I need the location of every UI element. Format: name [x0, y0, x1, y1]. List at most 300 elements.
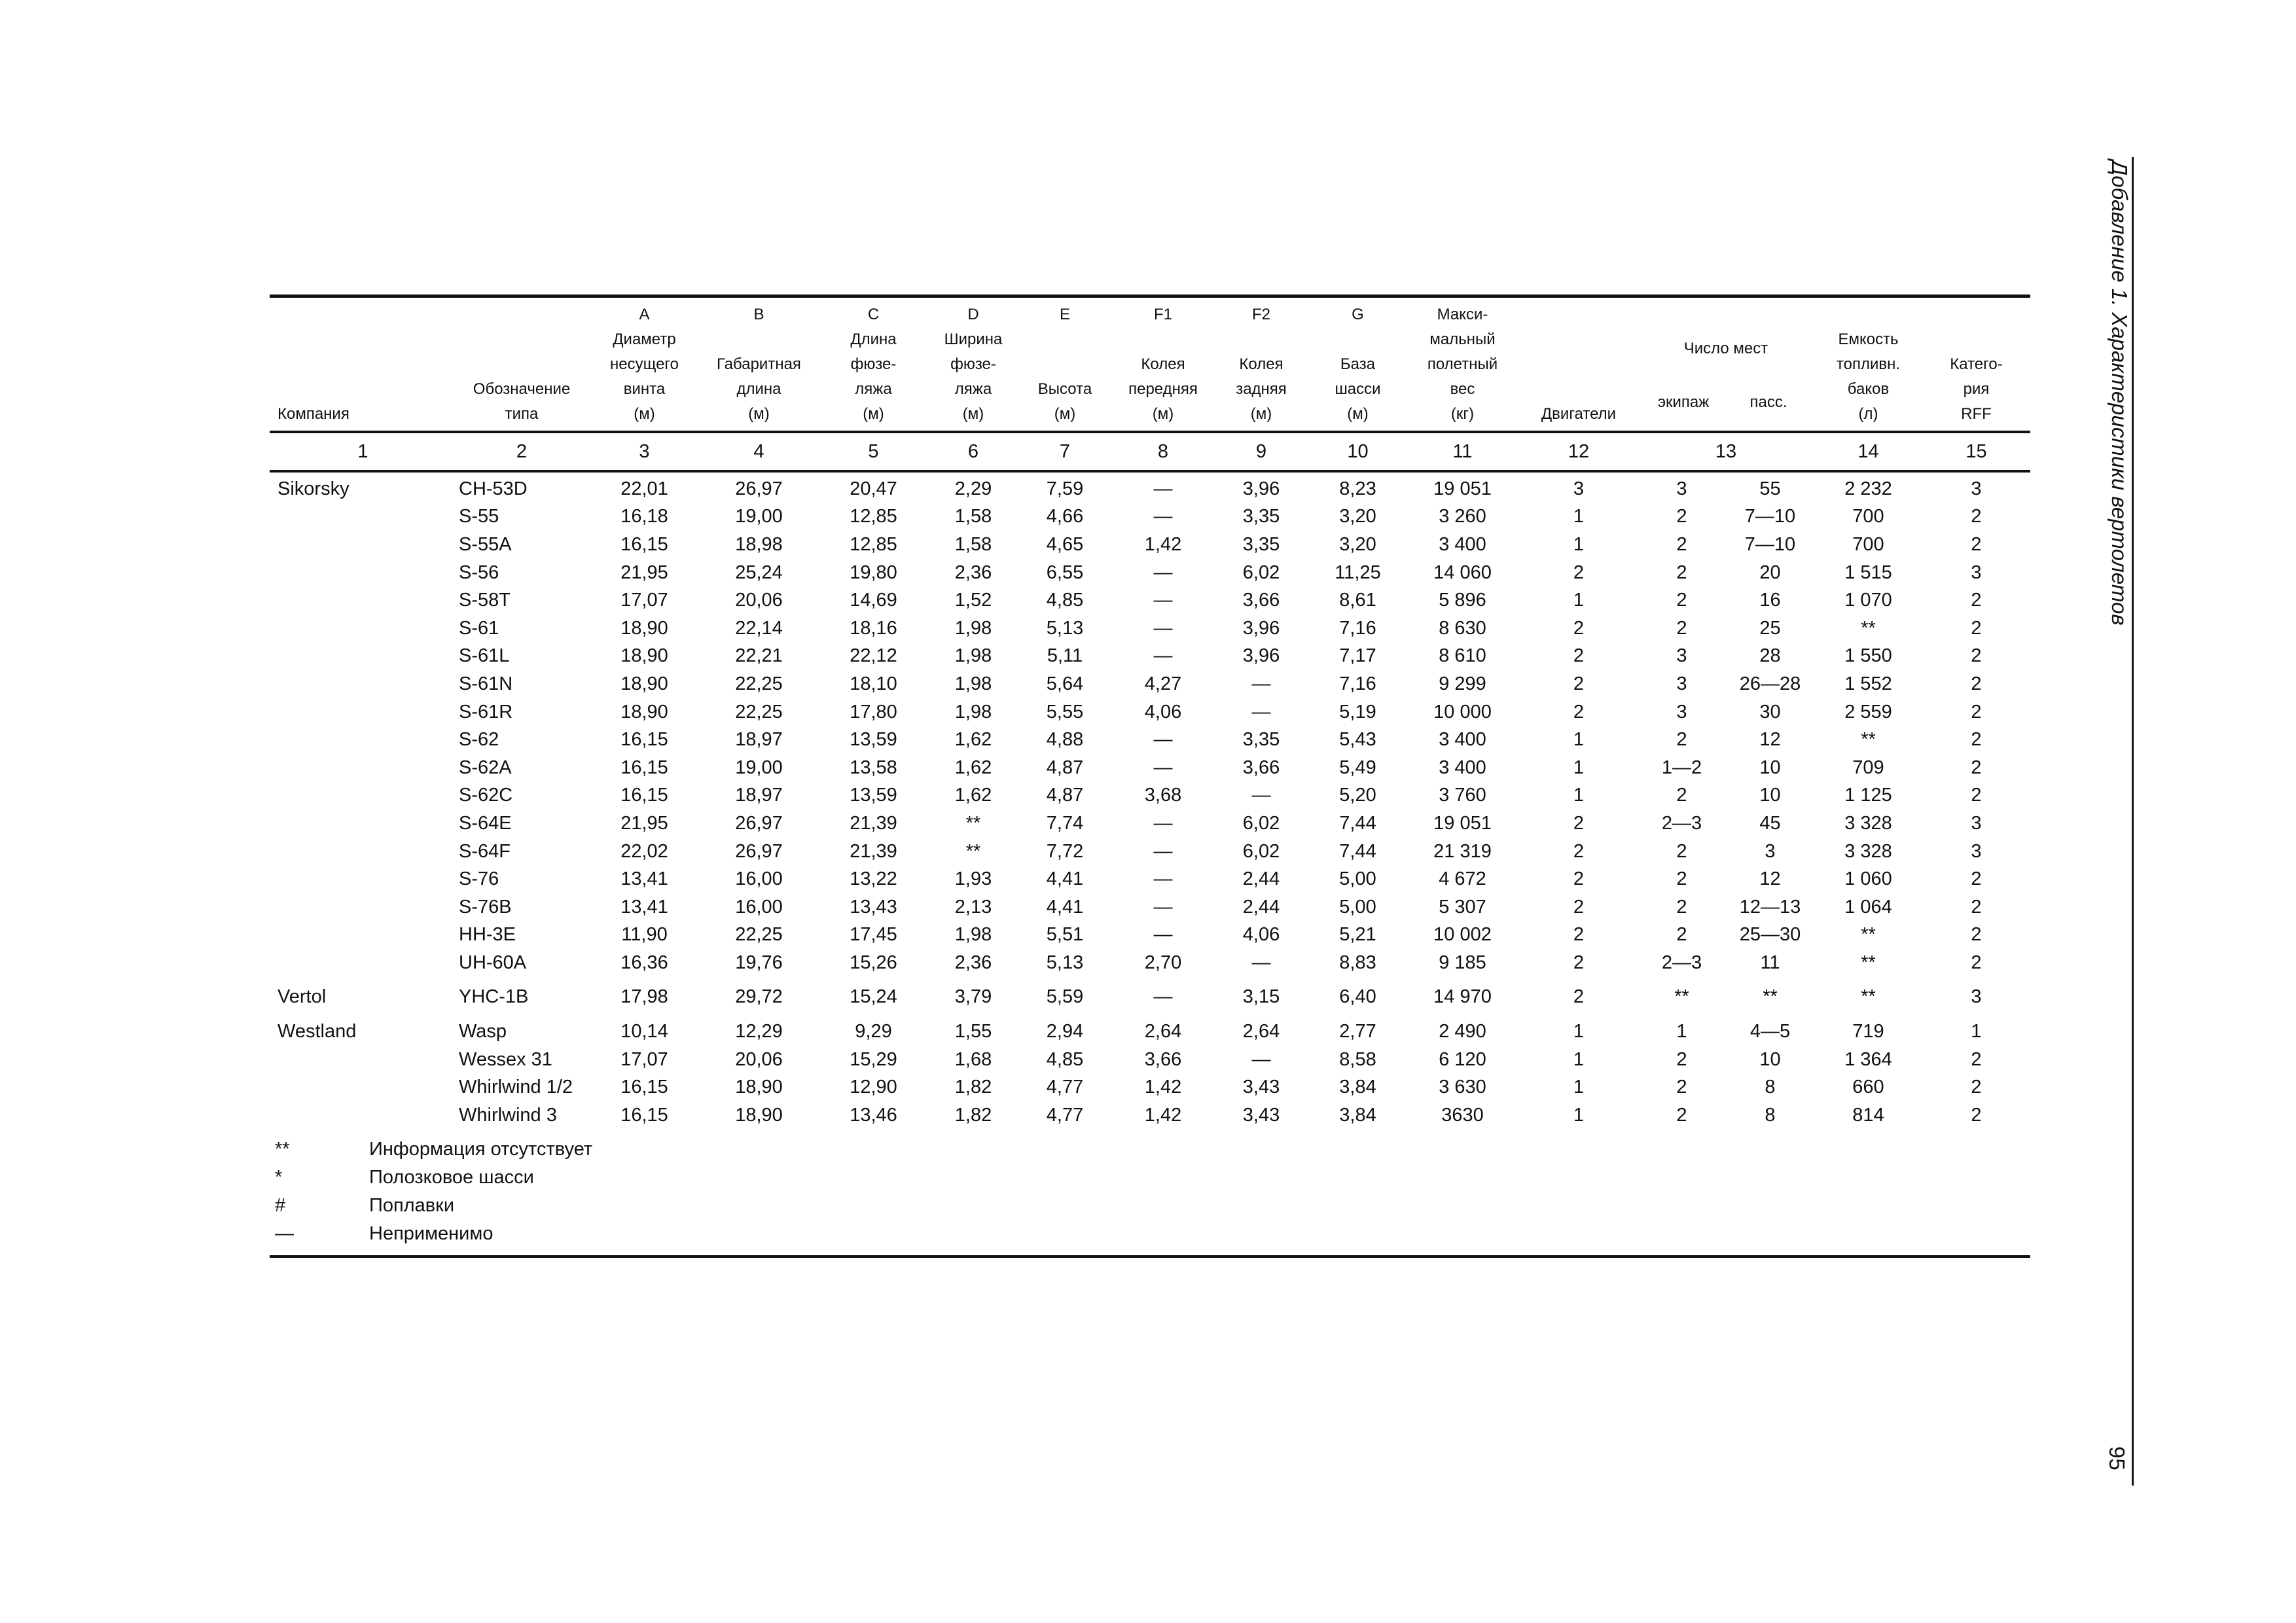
fuel-cell: 1 364	[1844, 1048, 1892, 1070]
overall-length-cell: 12,29	[735, 1021, 783, 1043]
wheelbase-cell: 7,16	[1339, 617, 1376, 639]
rear-track-cell: 2,64	[1242, 1021, 1280, 1043]
front-track-cell: —	[1153, 924, 1173, 946]
overall-length-cell: 18,90	[735, 1077, 783, 1098]
rotor-diameter-cell: 17,07	[620, 590, 668, 611]
passengers-cell: 25	[1759, 617, 1781, 639]
overall-length-cell: 22,25	[735, 924, 783, 946]
front-track-cell: —	[1153, 645, 1173, 667]
fuselage-width-cell: **	[965, 812, 981, 834]
page-number: 95	[2105, 1446, 2129, 1471]
passengers-cell: 7—10	[1744, 506, 1796, 527]
rotor-diameter-cell: 16,15	[620, 1104, 668, 1126]
wheelbase-cell: 3,84	[1339, 1077, 1376, 1098]
rff-cell: 2	[1971, 924, 1982, 946]
crew-cell: **	[1674, 986, 1689, 1008]
engines-cell: 1	[1573, 506, 1585, 527]
header-col-d: D Ширина фюзе- ляжа (м)	[944, 306, 1003, 423]
max-weight-cell: 9 185	[1439, 952, 1486, 973]
rotor-diameter-cell: 16,15	[620, 533, 668, 555]
max-weight-cell: 10 002	[1433, 924, 1492, 946]
rear-track-cell: —	[1251, 1048, 1271, 1070]
fuel-cell: **	[1861, 617, 1876, 639]
header-col-e: E Высота (м)	[1037, 306, 1092, 423]
rff-cell: 2	[1971, 645, 1982, 667]
fuselage-length-cell: 19,80	[850, 562, 897, 583]
wheelbase-cell: 5,20	[1339, 785, 1376, 806]
rff-cell: 2	[1971, 590, 1982, 611]
fuselage-width-cell: 1,98	[954, 673, 992, 694]
company-cell	[270, 615, 456, 643]
rff-cell: 2	[1971, 729, 1982, 751]
rff-cell: 2	[1971, 1077, 1982, 1098]
legend-text: Информация отсутствует	[369, 1139, 593, 1160]
overall-length-cell: 18,90	[735, 1104, 783, 1126]
fuselage-width-cell: 1,98	[954, 645, 992, 667]
table-row	[270, 1046, 2030, 1074]
wheelbase-cell: 11,25	[1335, 562, 1381, 583]
fuselage-length-cell: 13,58	[850, 757, 897, 778]
company-cell	[270, 726, 456, 754]
crew-cell: 3	[1676, 673, 1687, 694]
fuselage-width-cell: 1,82	[954, 1077, 992, 1098]
fuselage-width-cell: 1,52	[954, 590, 992, 611]
table-row	[270, 782, 2030, 810]
table-row	[270, 698, 2030, 726]
type-cell: YHC-1B	[459, 986, 529, 1008]
column-number: 6	[967, 440, 979, 462]
fuselage-length-cell: 18,10	[850, 673, 897, 694]
fuel-cell: 1 515	[1844, 562, 1892, 583]
overall-length-cell: 16,00	[735, 896, 783, 918]
company-cell	[270, 921, 456, 950]
fuel-cell: **	[1861, 729, 1876, 751]
wheelbase-cell: 3,84	[1339, 1104, 1376, 1126]
legend-symbol: **	[275, 1139, 290, 1160]
wheelbase-cell: 5,43	[1339, 729, 1376, 751]
crew-cell: 2	[1676, 868, 1687, 890]
rear-track-cell: 3,66	[1242, 590, 1280, 611]
table-body	[270, 475, 2030, 1130]
header-col-f1: F1 Колея передняя (м)	[1128, 306, 1198, 423]
header-company: Компания	[278, 405, 350, 423]
front-track-cell: —	[1153, 840, 1173, 862]
fuselage-width-cell: 1,68	[954, 1048, 992, 1070]
passengers-cell: 10	[1759, 785, 1781, 806]
max-weight-cell: 19 051	[1433, 812, 1492, 834]
rotor-diameter-cell: 18,90	[620, 701, 668, 722]
type-cell: HH-3E	[459, 924, 516, 946]
fuselage-length-cell: 12,85	[850, 506, 897, 527]
overall-length-cell: 25,24	[735, 562, 783, 583]
engines-cell: 2	[1573, 952, 1585, 973]
rear-track-cell: 3,43	[1242, 1104, 1280, 1126]
type-cell: Wessex 31	[459, 1048, 552, 1070]
fuselage-length-cell: 12,85	[850, 533, 897, 555]
type-cell: S-76	[459, 868, 499, 890]
table-row	[270, 810, 2030, 838]
wheelbase-cell: 5,19	[1339, 701, 1376, 722]
passengers-cell: 12	[1759, 729, 1781, 751]
crew-cell: 2	[1676, 1077, 1687, 1098]
fuel-cell: 2 232	[1844, 478, 1892, 499]
type-cell: S-64F	[459, 840, 511, 862]
company-cell	[270, 1073, 456, 1101]
crew-cell: 2	[1676, 840, 1687, 862]
fuel-cell: 700	[1852, 533, 1884, 555]
crew-cell: 2	[1676, 729, 1687, 751]
passengers-cell: 10	[1759, 1048, 1781, 1070]
front-track-cell: 2,70	[1144, 952, 1182, 973]
column-numbers	[270, 433, 2030, 470]
fuselage-length-cell: 13,59	[850, 785, 897, 806]
front-track-cell: —	[1153, 896, 1173, 918]
company-cell: Westland	[278, 1021, 357, 1043]
rear-track-cell: 3,96	[1242, 645, 1280, 667]
type-cell: S-62C	[459, 785, 513, 806]
passengers-cell: 11	[1760, 952, 1780, 973]
height-cell: 4,41	[1046, 868, 1084, 890]
max-weight-cell: 10 000	[1433, 701, 1492, 722]
engines-cell: 3	[1573, 478, 1585, 499]
table-row	[270, 670, 2030, 698]
fuel-cell: 700	[1852, 506, 1884, 527]
front-track-cell: —	[1153, 617, 1173, 639]
fuel-cell: 1 125	[1844, 785, 1892, 806]
max-weight-cell: 3 760	[1439, 785, 1486, 806]
rff-cell: 3	[1971, 840, 1982, 862]
company-cell	[270, 698, 456, 726]
fuselage-width-cell: 1,98	[954, 617, 992, 639]
fuselage-width-cell: 1,58	[954, 533, 992, 555]
rff-cell: 2	[1971, 506, 1982, 527]
max-weight-cell: 14 970	[1433, 986, 1492, 1008]
height-cell: 5,59	[1046, 986, 1084, 1008]
type-cell: Whirlwind 1/2	[459, 1077, 573, 1098]
rear-track-cell: 4,06	[1242, 924, 1280, 946]
rear-track-cell: 3,35	[1242, 506, 1280, 527]
fuel-cell: 814	[1852, 1104, 1884, 1126]
company-cell	[270, 949, 456, 977]
fuselage-length-cell: 21,39	[850, 812, 897, 834]
overall-length-cell: 20,06	[735, 1048, 783, 1070]
type-cell: Whirlwind 3	[459, 1104, 557, 1126]
rotor-diameter-cell: 18,90	[620, 673, 668, 694]
fuel-cell: **	[1861, 952, 1876, 973]
rear-track-cell: 6,02	[1242, 840, 1280, 862]
engines-cell: 1	[1573, 590, 1585, 611]
header-col-f2: F2 Колея задняя (м)	[1236, 306, 1287, 423]
column-number: 1	[357, 440, 368, 462]
overall-length-cell: 22,25	[735, 673, 783, 694]
max-weight-cell: 3 260	[1439, 506, 1486, 527]
column-number: 5	[868, 440, 879, 462]
running-title: Добавление 1. Характеристики вертолетов	[2108, 160, 2132, 626]
fuel-cell: 1 550	[1844, 645, 1892, 667]
type-cell: S-62A	[459, 757, 512, 778]
fuselage-width-cell: 2,29	[954, 478, 992, 499]
rear-track-cell: 3,96	[1242, 617, 1280, 639]
rff-cell: 3	[1971, 478, 1982, 499]
front-track-cell: 2,64	[1144, 1021, 1182, 1043]
column-number: 4	[753, 440, 764, 462]
fuselage-width-cell: 1,62	[954, 729, 992, 751]
table-header	[270, 302, 2030, 427]
table-row	[270, 503, 2030, 531]
height-cell: 7,74	[1046, 812, 1084, 834]
company-cell	[270, 754, 456, 782]
passengers-cell: 10	[1759, 757, 1781, 778]
table-row	[270, 1073, 2030, 1101]
passengers-cell: 16	[1759, 590, 1781, 611]
table-row	[270, 754, 2030, 782]
max-weight-cell: 3 400	[1439, 533, 1486, 555]
rotor-diameter-cell: 13,41	[620, 868, 668, 890]
rear-track-cell: 3,35	[1242, 729, 1280, 751]
type-cell: S-61	[459, 617, 499, 639]
rotor-diameter-cell: 16,15	[620, 785, 668, 806]
legend-text: Полозковое шасси	[369, 1167, 534, 1188]
height-cell: 5,13	[1046, 617, 1084, 639]
column-number: 7	[1059, 440, 1071, 462]
wheelbase-cell: 2,77	[1339, 1021, 1376, 1043]
height-cell: 4,66	[1046, 506, 1084, 527]
fuselage-width-cell: 2,36	[954, 562, 992, 583]
header-seats	[1638, 302, 1814, 427]
rear-track-cell: 2,44	[1242, 896, 1280, 918]
wheelbase-cell: 6,40	[1339, 986, 1376, 1008]
passengers-cell: 3	[1765, 840, 1776, 862]
header-col-c: C Длина фюзе- ляжа (м)	[850, 306, 897, 423]
rotor-diameter-cell: 13,41	[620, 896, 668, 918]
type-cell: S-76B	[459, 896, 512, 918]
overall-length-cell: 20,06	[735, 590, 783, 611]
passengers-cell: 7—10	[1744, 533, 1796, 555]
header-crew: экипаж	[1657, 393, 1710, 411]
passengers-cell: **	[1763, 986, 1778, 1008]
front-track-cell: —	[1153, 506, 1173, 527]
legend-symbol: *	[275, 1167, 283, 1188]
engines-cell: 1	[1573, 1021, 1585, 1043]
front-track-cell: —	[1153, 562, 1173, 583]
rear-track-cell: —	[1251, 952, 1271, 973]
type-cell: UH-60A	[459, 952, 527, 973]
type-cell: S-58T	[459, 590, 511, 611]
wheelbase-cell: 5,49	[1339, 757, 1376, 778]
max-weight-cell: 9 299	[1439, 673, 1486, 694]
column-number: 3	[639, 440, 650, 462]
fuselage-length-cell: 13,59	[850, 729, 897, 751]
max-weight-cell: 3 630	[1439, 1077, 1486, 1098]
crew-cell: 3	[1676, 645, 1687, 667]
engines-cell: 2	[1573, 673, 1585, 694]
column-number: 14	[1857, 440, 1879, 462]
fuselage-width-cell: 1,55	[954, 1021, 992, 1043]
company-cell	[270, 865, 456, 893]
crew-cell: 3	[1676, 701, 1687, 722]
max-weight-cell: 5 896	[1439, 590, 1486, 611]
fuselage-width-cell: 1,93	[954, 868, 992, 890]
wheelbase-cell: 5,00	[1339, 868, 1376, 890]
wheelbase-cell: 5,00	[1339, 896, 1376, 918]
table-row	[270, 893, 2030, 921]
type-cell: S-62	[459, 729, 499, 751]
type-cell: S-61L	[459, 645, 510, 667]
crew-cell: 2	[1676, 533, 1687, 555]
fuselage-width-cell: 3,79	[954, 986, 992, 1008]
passengers-cell: 30	[1759, 701, 1781, 722]
rff-cell: 2	[1971, 701, 1982, 722]
overall-length-cell: 26,97	[735, 478, 783, 499]
rotor-diameter-cell: 18,90	[620, 645, 668, 667]
passengers-cell: 55	[1759, 478, 1781, 499]
max-weight-cell: 3 400	[1439, 729, 1486, 751]
rff-cell: 2	[1971, 1048, 1982, 1070]
height-cell: 5,64	[1046, 673, 1084, 694]
height-cell: 5,55	[1046, 701, 1084, 722]
crew-cell: 3	[1676, 478, 1687, 499]
table-row	[270, 865, 2030, 893]
header-col-b: B Габаритная длина (м)	[717, 306, 801, 423]
crew-cell: 2	[1676, 617, 1687, 639]
rear-track-cell: 2,44	[1242, 868, 1280, 890]
column-number: 8	[1157, 440, 1169, 462]
company-cell	[270, 531, 456, 559]
header-col-weight: Макси- мальный полетный вес (кг)	[1427, 306, 1498, 423]
engines-cell: 2	[1573, 645, 1585, 667]
engines-cell: 1	[1573, 1077, 1585, 1098]
rotor-diameter-cell: 22,01	[620, 478, 668, 499]
rotor-diameter-cell: 22,02	[620, 840, 668, 862]
passengers-cell: 45	[1759, 812, 1781, 834]
wheelbase-cell: 8,83	[1339, 952, 1376, 973]
header-type: Обозначение типа	[473, 380, 571, 423]
height-cell: 4,85	[1046, 1048, 1084, 1070]
max-weight-cell: 6 120	[1439, 1048, 1486, 1070]
legend-item	[270, 1135, 592, 1164]
company-cell	[270, 586, 456, 615]
fuel-cell: 719	[1852, 1021, 1884, 1043]
height-cell: 4,65	[1046, 533, 1084, 555]
column-number: 9	[1255, 440, 1267, 462]
engines-cell: 2	[1573, 701, 1585, 722]
rff-cell: 2	[1971, 533, 1982, 555]
fuselage-length-cell: 20,47	[850, 478, 897, 499]
fuselage-length-cell: 21,39	[850, 840, 897, 862]
company-cell	[270, 643, 456, 671]
fuselage-length-cell: 14,69	[850, 590, 897, 611]
max-weight-cell: 4 672	[1439, 868, 1486, 890]
front-track-cell: 4,06	[1144, 701, 1182, 722]
overall-length-cell: 18,97	[735, 785, 783, 806]
wheelbase-cell: 7,44	[1339, 812, 1376, 834]
front-track-cell: 1,42	[1144, 1104, 1182, 1126]
engines-cell: 2	[1573, 812, 1585, 834]
crew-cell: 2	[1676, 1104, 1687, 1126]
column-number: 12	[1568, 440, 1590, 462]
overall-length-cell: 19,76	[735, 952, 783, 973]
fuel-cell: 709	[1852, 757, 1884, 778]
passengers-cell: 26—28	[1739, 673, 1801, 694]
legend-text: Неприменимо	[369, 1223, 493, 1244]
table-row	[270, 1101, 2030, 1130]
crew-cell: 2	[1676, 562, 1687, 583]
rff-cell: 3	[1971, 562, 1982, 583]
company-cell: Sikorsky	[278, 478, 350, 499]
overall-length-cell: 19,00	[735, 506, 783, 527]
engines-cell: 2	[1573, 986, 1585, 1008]
front-track-cell: —	[1153, 986, 1173, 1008]
max-weight-cell: 14 060	[1433, 562, 1492, 583]
fuselage-length-cell: 13,46	[850, 1104, 897, 1126]
overall-length-cell: 18,98	[735, 533, 783, 555]
overall-length-cell: 22,25	[735, 701, 783, 722]
type-cell: S-64E	[459, 812, 512, 834]
fuselage-width-cell: 1,98	[954, 701, 992, 722]
max-weight-cell: 5 307	[1439, 896, 1486, 918]
fuselage-length-cell: 9,29	[855, 1021, 892, 1043]
table-row	[270, 949, 2030, 977]
rear-track-cell: —	[1251, 701, 1271, 722]
fuselage-length-cell: 13,22	[850, 868, 897, 890]
passengers-cell: 12—13	[1739, 896, 1801, 918]
rear-track-cell: 3,96	[1242, 478, 1280, 499]
max-weight-cell: 8 630	[1439, 617, 1486, 639]
front-track-cell: 3,68	[1144, 785, 1182, 806]
fuel-cell: 1 070	[1844, 590, 1892, 611]
height-cell: 2,94	[1046, 1021, 1084, 1043]
type-cell: S-55A	[459, 533, 512, 555]
wheelbase-cell: 7,16	[1339, 673, 1376, 694]
overall-length-cell: 26,97	[735, 840, 783, 862]
front-track-cell: 3,66	[1144, 1048, 1182, 1070]
company-cell	[270, 782, 456, 810]
rear-track-cell: 3,66	[1242, 757, 1280, 778]
rff-cell: 2	[1971, 785, 1982, 806]
engines-cell: 1	[1573, 785, 1585, 806]
rff-cell: 2	[1971, 617, 1982, 639]
legend-item	[270, 1164, 592, 1192]
column-number: 10	[1347, 440, 1369, 462]
fuselage-length-cell: 18,16	[850, 617, 897, 639]
engines-cell: 2	[1573, 617, 1585, 639]
rff-cell: 1	[1971, 1021, 1982, 1043]
engines-cell: 2	[1573, 868, 1585, 890]
table-row	[270, 726, 2030, 754]
overall-length-cell: 19,00	[735, 757, 783, 778]
overall-length-cell: 22,21	[735, 645, 783, 667]
passengers-cell: 25—30	[1739, 924, 1801, 946]
crew-cell: 2—3	[1661, 812, 1702, 834]
legend-item	[270, 1220, 592, 1248]
rotor-diameter-cell: 16,15	[620, 757, 668, 778]
height-cell: 4,85	[1046, 590, 1084, 611]
table-row	[270, 586, 2030, 615]
engines-cell: 1	[1573, 757, 1585, 778]
max-weight-cell: 19 051	[1433, 478, 1492, 499]
passengers-cell: 20	[1759, 562, 1781, 583]
table-row	[270, 643, 2030, 671]
fuselage-length-cell: 22,12	[850, 645, 897, 667]
fuselage-length-cell: 13,43	[850, 896, 897, 918]
rff-cell: 2	[1971, 952, 1982, 973]
rotor-diameter-cell: 11,90	[621, 924, 668, 946]
rff-cell: 2	[1971, 673, 1982, 694]
fuselage-length-cell: 15,26	[850, 952, 897, 973]
legend	[270, 1135, 592, 1248]
passengers-cell: 8	[1765, 1104, 1776, 1126]
type-cell: S-55	[459, 506, 499, 527]
